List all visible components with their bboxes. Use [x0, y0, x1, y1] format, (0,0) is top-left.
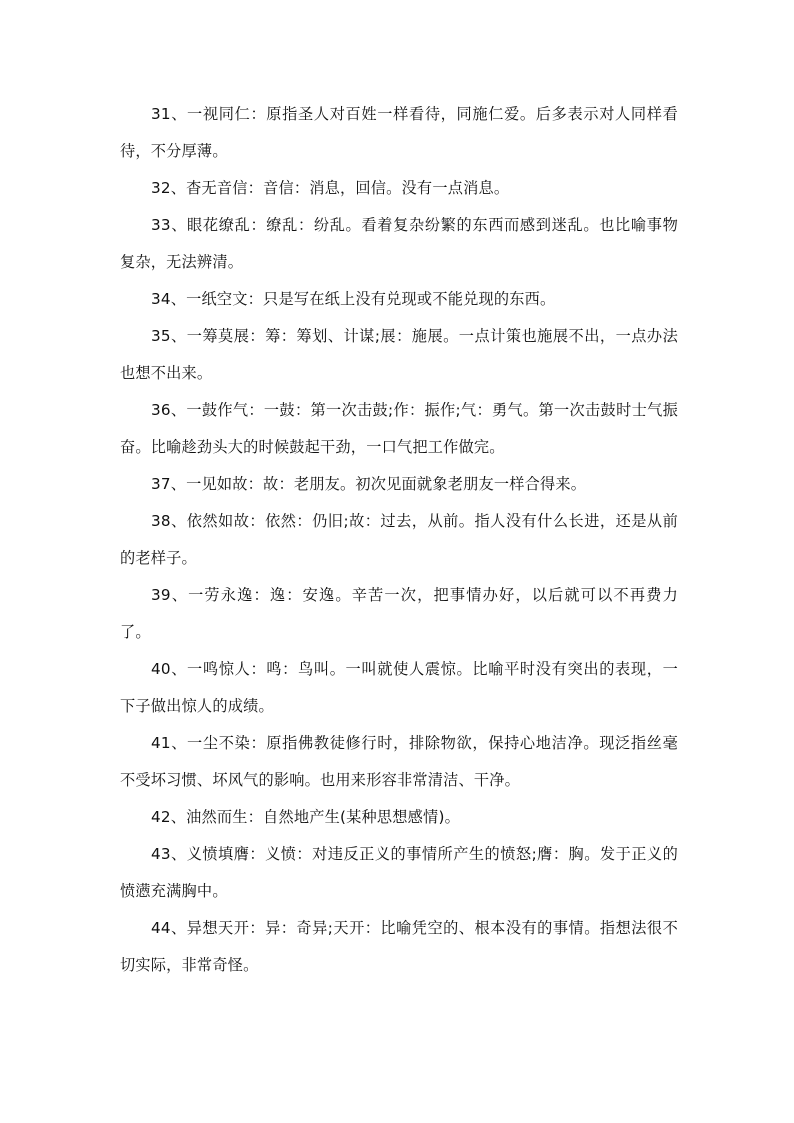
idiom-entry-41: 41、一尘不染：原指佛教徒修行时，排除物欲，保持心地洁净。现泛指丝毫不受坏习惯、坏风气的影响。也用来形容非常清洁、干净。	[120, 734, 678, 789]
idiom-entry-44: 44、异想天开：异：奇异;天开：比喻凭空的、根本没有的事情。指想法很不切实际，非常奇怪。	[120, 919, 678, 974]
idiom-entry-31: 31、一视同仁：原指圣人对百姓一样看待，同施仁爱。后多表示对人同样看待，不分厚薄。	[120, 105, 678, 160]
idiom-entry-34: 34、一纸空文：只是写在纸上没有兑现或不能兑现的东西。	[151, 290, 556, 308]
idiom-entry-42: 42、油然而生：自然地产生(某种思想感情)。	[151, 808, 460, 826]
idiom-entry-39: 39、一劳永逸：逸：安逸。辛苦一次，把事情办好，以后就可以不再费力了。	[120, 586, 678, 641]
idiom-entry-37: 37、一见如故：故：老朋友。初次见面就象老朋友一样合得来。	[151, 475, 587, 493]
document-page	[120, 96, 678, 984]
idiom-entry-33: 33、眼花缭乱：缭乱：纷乱。看着复杂纷繁的东西而感到迷乱。也比喻事物复杂，无法辨清。	[120, 216, 678, 271]
idiom-entry-35: 35、一筹莫展：筹：筹划、计谋;展：施展。一点计策也施展不出，一点办法也想不出来。	[120, 327, 678, 382]
idiom-entry-43: 43、义愤填膺：义愤：对违反正义的事情所产生的愤怒;膺：胸。发于正义的愤懑充满胸中。	[120, 845, 678, 900]
idiom-entry-36: 36、一鼓作气：一鼓：第一次击鼓;作：振作;气：勇气。第一次击鼓时士气振奋。比喻趁劲头大的时候鼓起干劲，一口气把工作做完。	[120, 401, 678, 456]
idiom-entry-32: 32、杳无音信：音信：消息，回信。没有一点消息。	[151, 179, 510, 197]
idiom-entry-38: 38、依然如故：依然：仍旧;故：过去，从前。指人没有什么长进，还是从前的老样子。	[120, 512, 678, 567]
idiom-entry-40: 40、一鸣惊人：鸣：鸟叫。一叫就使人震惊。比喻平时没有突出的表现，一下子做出惊人的成绩。	[120, 660, 678, 715]
